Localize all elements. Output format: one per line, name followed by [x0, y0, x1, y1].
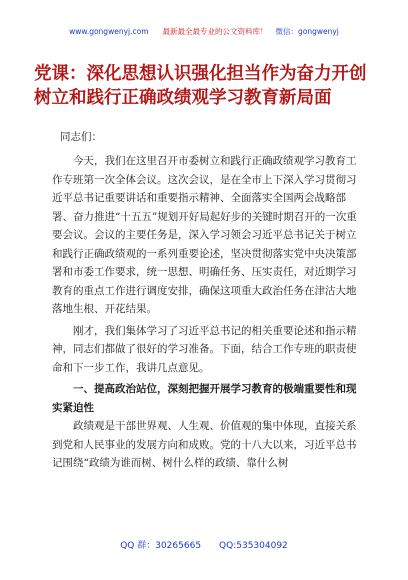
section-1-paragraph: 政绩观是干部世界观、人生观、价值观的集中体现，直接关系到党和人民事业的发展方向和成败。党的十八大以来，习近平总书记围绕“政绩为谁而树、树什么样的政绩、靠什么树 [52, 420, 357, 469]
section-heading-1: 一、提高政治站位，深刻把握开展学习教育的极端重要性和现实紧迫性 [52, 383, 357, 414]
qq-group: QQ 群：30265665 [120, 541, 202, 551]
wechat-id: 微信：gongwenyj [275, 27, 339, 36]
qq-contact: QQ:535304092 [219, 541, 288, 551]
document-title: 党课：深化思想认识强化担当作为奋力开创树立和践行正确政绩观学习教育新局面 [34, 64, 367, 108]
site-header [0, 26, 408, 37]
page-footer [0, 538, 408, 551]
paragraph-opening: 今天，我们在这里召开市委树立和践行正确政绩观学习教育工作专班第一次全体会议。这次会议，是在全市上下深入学习贯彻习近平总书记重要讲话和重要指示精神、全面落实全国两会战略部署、奋力推进“十五五”规划开好局起好步的关键时期召开的一次重要会议。会议的主要任务是，深入学习领会习近平总书记关于树立和践行正确政绩观的一系列重要论述，坚决贯彻落实党中央决策部署和市委工作要求，统一思想、明确任务、压实责任，对近期学习教育的重点工作进行调度安排，确保这项重大政治任务在津沽大地落地生根、开花结果。 [52, 155, 357, 315]
greeting: 同志们： [60, 131, 102, 143]
paragraph-transition: 刚才，我们集体学习了习近平总书记的相关重要论述和指示精神，同志们都做了很好的学习准备。下面，结合工作专班的职责使命和下一步工作，我讲几点意见。 [52, 324, 357, 374]
site-url[interactable]: www.gongwenyj.com [69, 27, 149, 36]
site-slogan: 最新最全最专业的公文资料库！ [162, 27, 268, 36]
document-body [52, 152, 357, 476]
